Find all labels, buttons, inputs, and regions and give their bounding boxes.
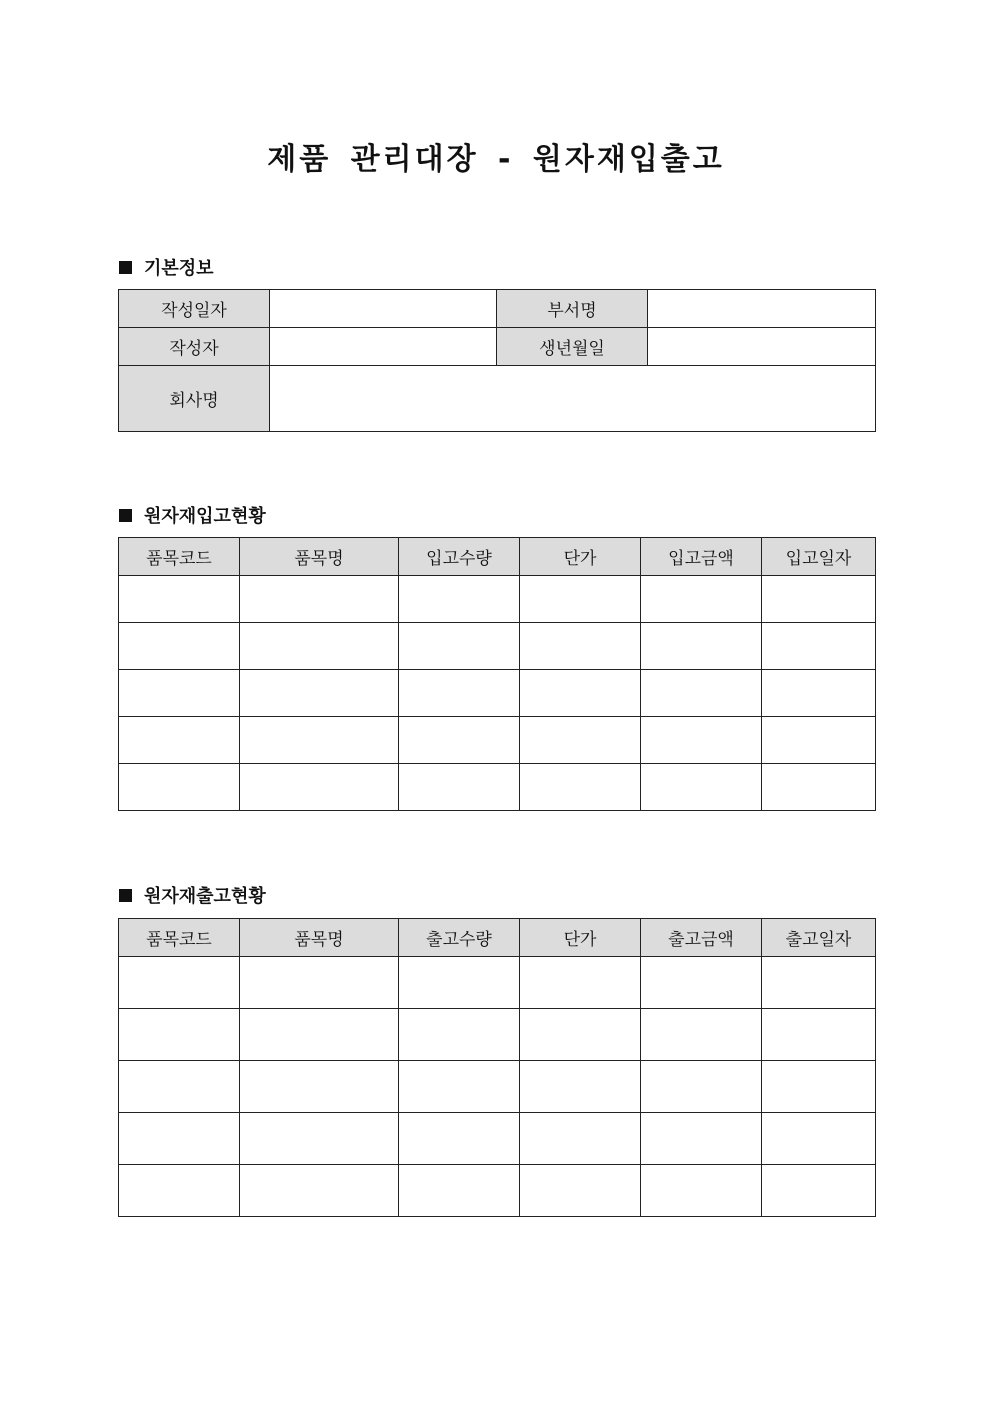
- table-cell[interactable]: [641, 623, 762, 670]
- field-birth[interactable]: [648, 328, 876, 366]
- table-cell[interactable]: [641, 764, 762, 811]
- table-row: [119, 1061, 876, 1113]
- square-bullet-icon: [119, 889, 132, 902]
- field-dept[interactable]: [648, 290, 876, 328]
- table-cell[interactable]: [119, 1061, 240, 1113]
- field-date[interactable]: [270, 290, 497, 328]
- table-cell[interactable]: [520, 1165, 641, 1217]
- inbound-table: [118, 537, 876, 811]
- table-cell[interactable]: [641, 1061, 762, 1113]
- table-cell[interactable]: [399, 1113, 520, 1165]
- table-cell[interactable]: [399, 717, 520, 764]
- table-row: [119, 1113, 876, 1165]
- table-cell[interactable]: [641, 957, 762, 1009]
- table-cell[interactable]: [240, 1009, 399, 1061]
- table-cell[interactable]: [762, 764, 876, 811]
- table-cell[interactable]: [240, 1165, 399, 1217]
- table-row: [119, 957, 876, 1009]
- table-cell[interactable]: [119, 1113, 240, 1165]
- section-outbound-heading: [119, 882, 266, 908]
- table-cell[interactable]: [762, 623, 876, 670]
- square-bullet-icon: [119, 261, 132, 274]
- label-dept: 부서명: [497, 290, 648, 328]
- column-header: 단가: [520, 919, 641, 957]
- column-header: 품목명: [240, 919, 399, 957]
- table-cell[interactable]: [762, 576, 876, 623]
- table-row: [119, 717, 876, 764]
- table-cell[interactable]: [240, 623, 399, 670]
- table-cell[interactable]: [762, 1009, 876, 1061]
- table-cell[interactable]: [119, 576, 240, 623]
- table-cell[interactable]: [240, 957, 399, 1009]
- table-cell[interactable]: [119, 1165, 240, 1217]
- field-author[interactable]: [270, 328, 497, 366]
- table-row: [119, 764, 876, 811]
- column-header: 출고수량: [399, 919, 520, 957]
- table-cell[interactable]: [762, 1165, 876, 1217]
- table-cell[interactable]: [520, 1061, 641, 1113]
- table-cell[interactable]: [520, 957, 641, 1009]
- label-date: 작성일자: [119, 290, 270, 328]
- table-cell[interactable]: [119, 957, 240, 1009]
- table-cell[interactable]: [119, 670, 240, 717]
- section-inbound-heading: [119, 502, 266, 528]
- table-cell[interactable]: [641, 1009, 762, 1061]
- table-cell[interactable]: [240, 764, 399, 811]
- section-basic-heading: [119, 254, 214, 280]
- table-cell[interactable]: [641, 1165, 762, 1217]
- section-inbound-title: 원자재입고현황: [144, 506, 266, 527]
- table-cell[interactable]: [399, 1061, 520, 1113]
- column-header: 입고일자: [762, 538, 876, 576]
- table-cell[interactable]: [119, 623, 240, 670]
- label-author: 작성자: [119, 328, 270, 366]
- section-basic-title: 기본정보: [144, 258, 214, 279]
- column-header: 출고금액: [641, 919, 762, 957]
- table-cell[interactable]: [119, 764, 240, 811]
- table-cell[interactable]: [240, 1113, 399, 1165]
- table-cell[interactable]: [119, 1009, 240, 1061]
- table-row: [119, 623, 876, 670]
- column-header: 단가: [520, 538, 641, 576]
- table-row: [119, 1165, 876, 1217]
- table-cell[interactable]: [240, 670, 399, 717]
- table-cell[interactable]: [520, 764, 641, 811]
- table-cell[interactable]: [520, 670, 641, 717]
- table-cell[interactable]: [641, 717, 762, 764]
- table-row: [119, 576, 876, 623]
- table-cell[interactable]: [520, 576, 641, 623]
- table-cell[interactable]: [762, 957, 876, 1009]
- column-header: 출고일자: [762, 919, 876, 957]
- section-outbound-title: 원자재출고현황: [144, 886, 266, 907]
- label-company: 회사명: [119, 366, 270, 432]
- table-cell[interactable]: [399, 1165, 520, 1217]
- label-birth: 생년월일: [497, 328, 648, 366]
- table-cell[interactable]: [399, 957, 520, 1009]
- table-cell[interactable]: [119, 717, 240, 764]
- table-cell[interactable]: [240, 576, 399, 623]
- page-title: 제품 관리대장 - 원자재입출고: [267, 142, 725, 177]
- table-cell[interactable]: [520, 1113, 641, 1165]
- square-bullet-icon: [119, 509, 132, 522]
- table-cell[interactable]: [641, 1113, 762, 1165]
- table-row: [119, 670, 876, 717]
- table-cell[interactable]: [399, 1009, 520, 1061]
- table-cell[interactable]: [520, 623, 641, 670]
- table-cell[interactable]: [240, 1061, 399, 1113]
- column-header: 품목코드: [119, 919, 240, 957]
- table-cell[interactable]: [399, 764, 520, 811]
- outbound-table: [118, 918, 876, 1217]
- column-header: 품목명: [240, 538, 399, 576]
- column-header: 품목코드: [119, 538, 240, 576]
- table-cell[interactable]: [520, 717, 641, 764]
- column-header: 입고수량: [399, 538, 520, 576]
- table-cell[interactable]: [641, 576, 762, 623]
- table-cell[interactable]: [762, 1061, 876, 1113]
- table-cell[interactable]: [399, 623, 520, 670]
- table-row: [119, 1009, 876, 1061]
- field-company[interactable]: [270, 366, 876, 432]
- table-cell[interactable]: [399, 670, 520, 717]
- table-cell[interactable]: [520, 1009, 641, 1061]
- table-cell[interactable]: [399, 576, 520, 623]
- table-cell[interactable]: [762, 717, 876, 764]
- table-cell[interactable]: [240, 717, 399, 764]
- table-cell[interactable]: [762, 1113, 876, 1165]
- column-header: 입고금액: [641, 538, 762, 576]
- basic-info-table: [118, 289, 876, 432]
- table-cell[interactable]: [762, 670, 876, 717]
- table-cell[interactable]: [641, 670, 762, 717]
